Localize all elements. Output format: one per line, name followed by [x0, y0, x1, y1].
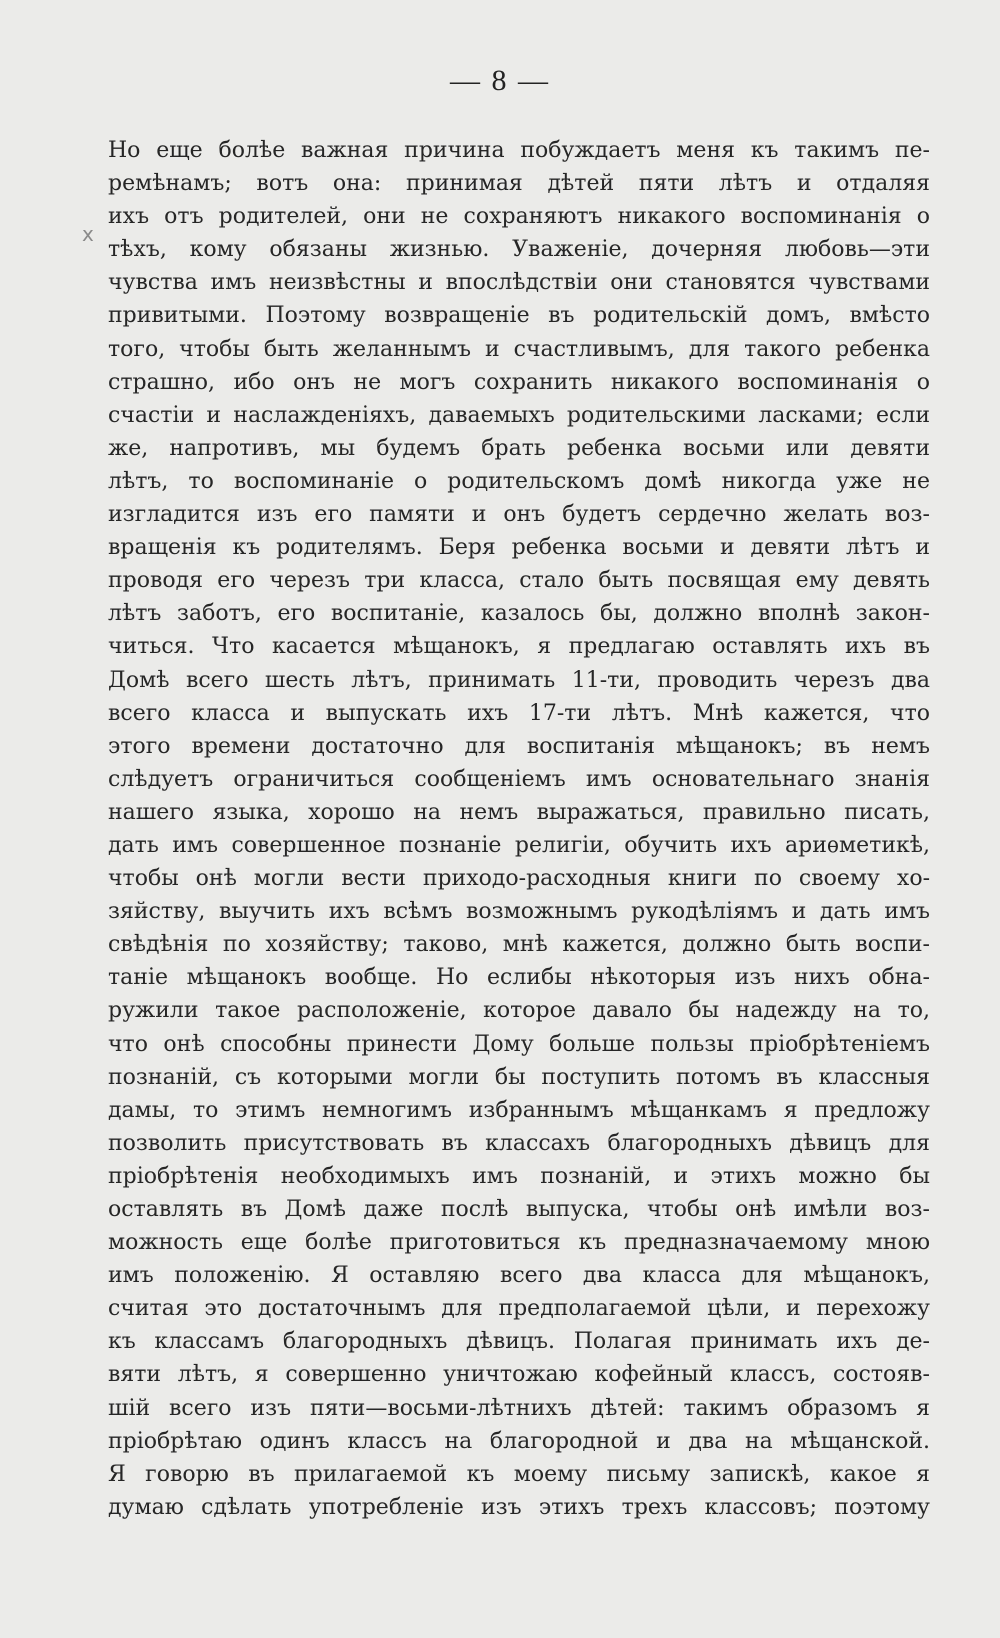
text-line: шій всего изъ пяти—восьми-лѣтнихъ дѣтей: такимъ образомъ я [108, 1395, 930, 1421]
text-line: лѣтъ заботъ, его воспитаніе, казалось бы, должно вполнѣ закон- [108, 601, 930, 627]
text-line: привитыми. Поэтому возвращеніе въ родительскій домъ, вмѣсто [108, 303, 930, 329]
text-line: чтобы онѣ могли вести приходо-расходныя книги по своему хо- [108, 866, 930, 892]
text-line: имъ положенію. Я оставляю всего два класса для мѣщанокъ, [108, 1263, 930, 1289]
text-line: Я говорю въ прилагаемой къ моему письму запискѣ, какое я [108, 1461, 930, 1487]
text-line: Домѣ всего шесть лѣтъ, принимать 11-ти, проводить черезъ два [108, 667, 930, 693]
text-line: дать имъ совершенное познаніе религіи, обучить ихъ ариѳметикѣ, [108, 832, 930, 858]
text-line: можность еще болѣе приготовиться къ предназначаемому мною [108, 1230, 930, 1256]
body-text [108, 134, 930, 1524]
text-line: Но еще болѣе важная причина побуждаетъ меня къ такимъ пе- [108, 138, 930, 163]
page-number: — 8 — [450, 64, 550, 97]
text-line: слѣдуетъ ограничиться сообщеніемъ имъ основательнаго знанія [108, 766, 930, 792]
text-line: ружили такое расположеніе, которое давало бы надежду на то, [108, 998, 930, 1024]
text-line: дамы, то этимъ немногимъ избраннымъ мѣщанкамъ я предложу [108, 1097, 930, 1123]
text-line: тѣхъ, кому обязаны жизнью. Уваженіе, дочерняя любовь—эти [108, 237, 930, 263]
text-line: вращенія къ родителямъ. Беря ребенка восьми и девяти лѣтъ и [108, 535, 930, 561]
text-line: таніе мѣщанокъ вообще. Но еслибы нѣкоторыя изъ нихъ обна- [108, 965, 930, 991]
text-line: думаю сдѣлать употребленіе изъ этихъ трехъ классовъ; поэтому [108, 1494, 930, 1520]
text-line: счастіи и наслажденіяхъ, даваемыхъ родительскими ласками; если [108, 402, 930, 428]
text-line: зяйству, выучить ихъ всѣмъ возможнымъ рукодѣліямъ и дать имъ [108, 899, 930, 925]
text-line: проводя его черезъ три класса, стало быть посвящая ему девять [108, 568, 930, 594]
text-line: свѣдѣнія по хозяйству; таково, мнѣ кажется, должно быть воспи- [108, 932, 930, 958]
margin-pencil-mark: x [82, 222, 94, 246]
text-line: всего класса и выпускать ихъ 17-ти лѣтъ. Мнѣ кажется, что [108, 700, 930, 726]
text-line: чувства имъ неизвѣстны и впослѣдствіи они становятся чувствами [108, 270, 930, 296]
text-line: страшно, ибо онъ не могъ сохранить никакого воспоминанія о [108, 369, 930, 395]
text-line: считая это достаточнымъ для предполагаемой цѣли, и перехожу [108, 1296, 930, 1322]
text-line: пріобрѣтаю одинъ классъ на благородной и два на мѣщанской. [108, 1428, 930, 1454]
text-line: пріобрѣтенія необходимыхъ имъ познаній, и этихъ можно бы [108, 1163, 930, 1189]
text-line: того, чтобы быть желаннымъ и счастливымъ, для такого ребенка [108, 336, 930, 362]
text-line: ихъ отъ родителей, они не сохраняютъ никакого воспоминанія о [108, 204, 930, 230]
text-line: познаній, съ которыми могли бы поступить потомъ въ классныя [108, 1064, 930, 1090]
text-line: читься. Что касается мѣщанокъ, я предлагаю оставлять ихъ въ [108, 634, 930, 660]
text-line: этого времени достаточно для воспитанія мѣщанокъ; въ немъ [108, 733, 930, 759]
text-line: лѣтъ, то воспоминаніе о родительскомъ домѣ никогда уже не [108, 468, 930, 494]
text-line: къ классамъ благородныхъ дѣвицъ. Полагая принимать ихъ де- [108, 1329, 930, 1355]
text-line: оставлять въ Домѣ даже послѣ выпуска, чтобы онѣ имѣли воз- [108, 1197, 930, 1222]
text-line: нашего языка, хорошо на немъ выражаться, правильно писать, [108, 799, 930, 825]
text-line: же, напротивъ, мы будемъ брать ребенка восьми или девяти [108, 435, 930, 461]
text-line: ремѣнамъ; вотъ она: принимая дѣтей пяти лѣтъ и отдаляя [108, 171, 930, 197]
text-line: что онѣ способны принести Дому больше пользы пріобрѣтеніемъ [108, 1031, 930, 1057]
text-line: позволить присутствовать въ классахъ благородныхъ дѣвицъ для [108, 1130, 930, 1156]
text-line: вяти лѣтъ, я совершенно уничтожаю кофейный классъ, состояв- [108, 1362, 930, 1388]
text-line: изгладится изъ его памяти и онъ будетъ сердечно желать воз- [108, 502, 930, 528]
